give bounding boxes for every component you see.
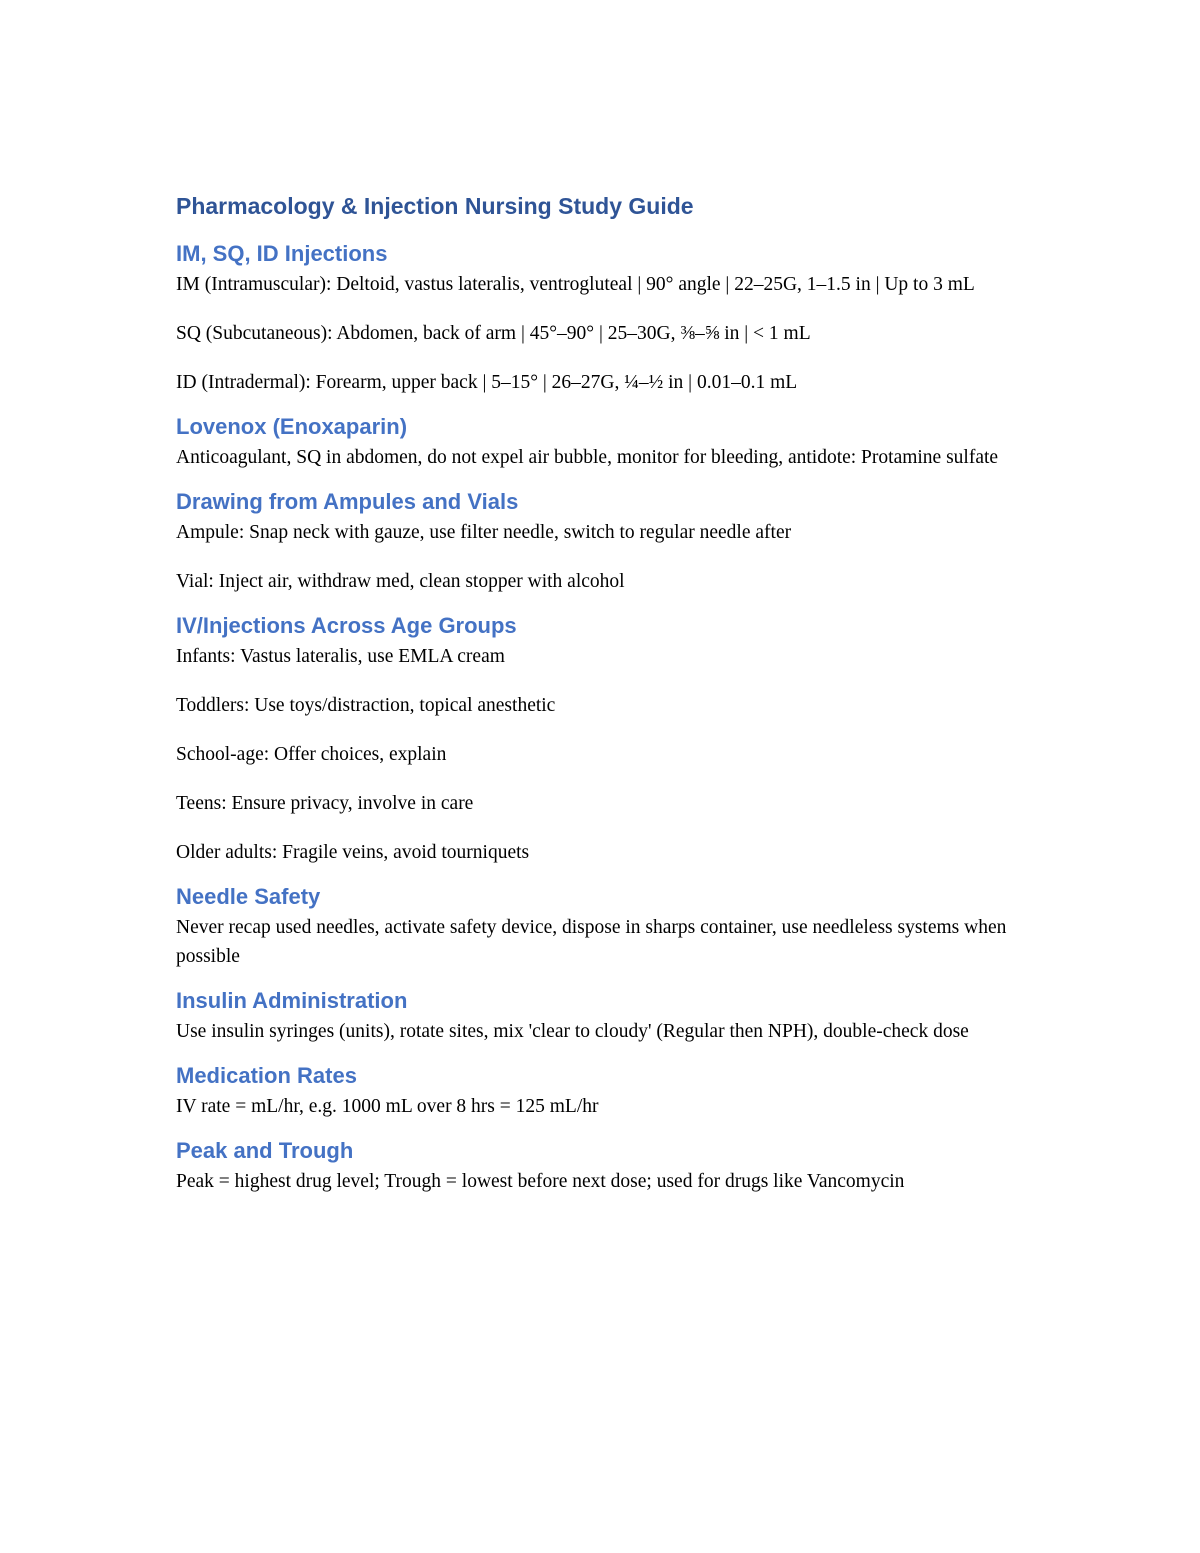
document-title: Pharmacology & Injection Nursing Study Guide: [176, 193, 694, 219]
paragraph-peak-trough: Peak = highest drug level; Trough = lowest before next dose; used for drugs like Vancomycin: [176, 1171, 905, 1192]
paragraph-toddlers: Toddlers: Use toys/distraction, topical anesthetic: [176, 695, 556, 716]
section-ampules-vials: [176, 486, 1036, 596]
section-heading: Needle Safety: [176, 884, 321, 909]
paragraph-medication-rates: IV rate = mL/hr, e.g. 1000 mL over 8 hrs = 125 mL/hr: [176, 1096, 599, 1117]
paragraph-lovenox: Anticoagulant, SQ in abdomen, do not expel air bubble, monitor for bleeding, antidote: Protamine sulfate: [176, 447, 999, 468]
paragraph-teens: Teens: Ensure privacy, involve in care: [176, 793, 474, 814]
section-heading: IM, SQ, ID Injections: [176, 241, 388, 266]
section-insulin: [176, 985, 1036, 1046]
section-injections: [176, 238, 1036, 397]
paragraph-older-adults: Older adults: Fragile veins, avoid tourniquets: [176, 842, 530, 863]
document-page: [176, 188, 1036, 1196]
paragraph-ampule: Ampule: Snap neck with gauze, use filter needle, switch to regular needle after: [176, 522, 792, 543]
section-heading: Lovenox (Enoxaparin): [176, 414, 408, 439]
paragraph-infants: Infants: Vastus lateralis, use EMLA cream: [176, 646, 505, 667]
section-age-groups: [176, 610, 1036, 867]
paragraph-vial: Vial: Inject air, withdraw med, clean stopper with alcohol: [176, 571, 625, 592]
paragraph-needle-safety: Never recap used needles, activate safety device, dispose in sharps container, use needleless systems when possible: [176, 917, 1007, 967]
section-lovenox: [176, 411, 1036, 472]
paragraph-school-age: School-age: Offer choices, explain: [176, 744, 447, 765]
section-heading: Peak and Trough: [176, 1138, 354, 1163]
section-heading: Insulin Administration: [176, 988, 408, 1013]
section-heading: Drawing from Ampules and Vials: [176, 489, 519, 514]
paragraph-insulin: Use insulin syringes (units), rotate sites, mix 'clear to cloudy' (Regular then NPH), double-check dose: [176, 1021, 969, 1042]
section-peak-trough: [176, 1135, 1036, 1196]
paragraph-id: ID (Intradermal): Forearm, upper back | 5–15° | 26–27G, ¼–½ in | 0.01–0.1 mL: [176, 372, 798, 393]
section-medication-rates: [176, 1060, 1036, 1121]
paragraph-im: IM (Intramuscular): Deltoid, vastus lateralis, ventrogluteal | 90° angle | 22–25G, 1–1.5 in | Up to 3 mL: [176, 274, 975, 295]
section-needle-safety: [176, 881, 1036, 971]
section-heading: IV/Injections Across Age Groups: [176, 613, 517, 638]
paragraph-sq: SQ (Subcutaneous): Abdomen, back of arm | 45°–90° | 25–30G, ⅜–⅝ in | < 1 mL: [176, 323, 811, 344]
section-heading: Medication Rates: [176, 1063, 357, 1088]
